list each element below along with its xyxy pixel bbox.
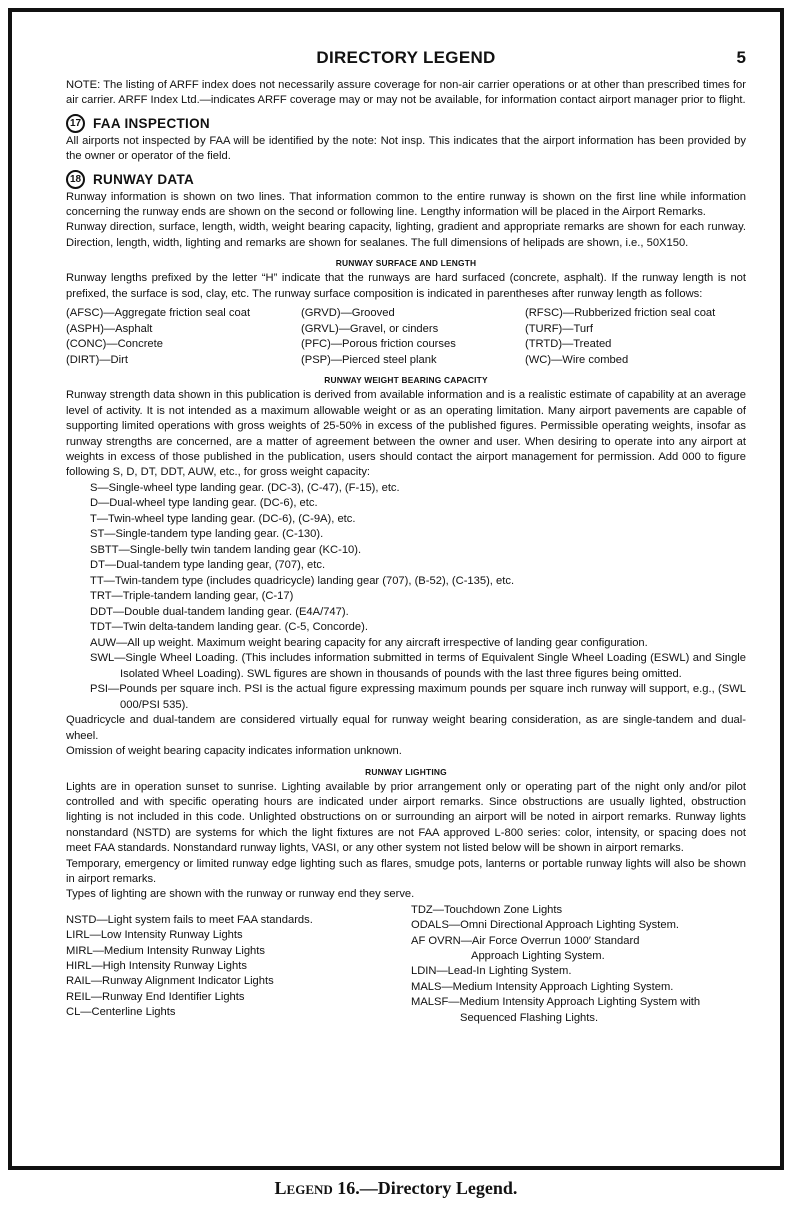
caption-word: Legend (274, 1178, 333, 1198)
surface-column-3 (525, 306, 746, 368)
figure-caption (0, 1178, 792, 1199)
page-title: DIRECTORY LEGEND (316, 48, 496, 67)
body-text (66, 78, 746, 1026)
section-heading: RUNWAY DATA (93, 171, 195, 187)
lighting-types (66, 903, 746, 1026)
lighting-type: MIRL—Medium Intensity Runway Lights (66, 944, 265, 957)
surface-text: Runway lengths prefixed by the letter “H” indicate that the runways are hard surfaced (concrete, asphalt). If the runway length is not prefixed, the surface is sod, clay, etc. The runway surface composition is indicated in parentheses after runway length as follows: (66, 272, 746, 300)
lighting-type-continued: Approach Lighting System. (471, 950, 605, 963)
lighting-para-3: Types of lighting are shown with the runway or runway end they serve. (66, 888, 415, 901)
surface-column-1 (66, 306, 301, 368)
surface-code: (RFSC)—Rubberized friction seal coat (525, 307, 716, 320)
section-heading: FAA INSPECTION (93, 115, 210, 131)
number-17-circle-icon: 17 (66, 114, 85, 133)
surface-code: (GRVD)—Grooved (301, 307, 395, 320)
surface-code: (GRVL)—Gravel, or cinders (301, 322, 439, 335)
surface-code: (DIRT)—Dirt (66, 353, 128, 366)
surface-code: (CONC)—Concrete (66, 338, 163, 351)
gear-item: ST—Single-tandem type landing gear. (C-130). (90, 528, 324, 541)
surface-code: (TRTD)—Treated (525, 338, 612, 351)
gear-item: D—Dual-wheel type landing gear. (DC-6), etc. (90, 497, 318, 510)
surface-code: (ASPH)—Asphalt (66, 322, 153, 335)
page-frame (8, 8, 784, 1170)
gear-item: S—Single-wheel type landing gear. (DC-3), (C-47), (F-15), etc. (90, 481, 400, 494)
lighting-type: NSTD—Light system fails to meet FAA standards. (66, 913, 313, 926)
surface-code: (PSP)—Pierced steel plank (301, 353, 437, 366)
surface-code: (TURF)—Turf (525, 322, 593, 335)
faa-inspection-heading (66, 113, 746, 134)
omission-note: Omission of weight bearing capacity indicates information unknown. (66, 745, 402, 758)
gear-list (66, 481, 746, 714)
lighting-type: RAIL—Runway Alignment Indicator Lights (66, 975, 274, 988)
lighting-type-continued: Sequenced Flashing Lights. (460, 1011, 599, 1024)
swl-item: SWL—Single Wheel Loading. (This includes information submitted in terms of Equivalent Single Wheel Loading (ESWL) and Single Isolated Wheel Loading). SWL figures are shown in thousands of pounds with the last three figures being omitted. (90, 652, 746, 680)
arff-note: NOTE: The listing of ARFF index does not necessarily assure coverage for non-air carrier operations or at other than prescribed times for air carrier. ARFF Index Ltd.—indicates ARFF coverage may or may not be available, for information contact airport manager prior to flight. (66, 79, 746, 107)
weight-text: Runway strength data shown in this publication is derived from available information and is a realistic estimate of capability at an average level of activity. It is not intended as a maximum allowable weight or as an operating limitation. Many airport pavements are capable of supporting limited operations with gross weights of 25-50% in excess of the published figures. Permissible operating weights, insofar as runway strengths are concerned, are a matter of agreement between the owner and user. When desiring to operate into any airport at weights in excess of those published in the publication, users should contact the airport management for permission. Add 000 to figure following S, D, DT, DDT, AUW, etc., for gross weight capacity: (66, 389, 746, 479)
lighting-type: CL—Centerline Lights (66, 1006, 176, 1019)
psi-item: PSI—Pounds per square inch. PSI is the actual figure expressing maximum pounds per square inch runway will support, e.g., (SWL 000/PSI 535). (90, 683, 746, 711)
lighting-type: REIL—Runway End Identifier Lights (66, 990, 245, 1003)
lighting-para-1: Lights are in operation sunset to sunrise. Lighting available by prior arrangement only or operating part of the night only and/or pilot controlled and with specific operating hours are indicated under airport remarks. Since obstructions are usually lighted, obstruction lighting is not included in this code. Unlighted obstructions on or surrounding an airport will be noted in airport remarks. Runway lights nonstandard (NSTD) are systems for which the light fixtures are not FAA approved L-800 series: color, intensity, or spacing does not meet FAA standards. Nonstandard runway lights, VASI, or any other system not listed below will be shown in airport remarks. (66, 780, 746, 855)
lighting-type: LIRL—Low Intensity Runway Lights (66, 929, 243, 942)
runway-data-para-2: Runway direction, surface, length, width, weight bearing capacity, lighting, gradient and appropriate remarks are shown for each runway. Direction, length, width, lighting and remarks are shown for sealanes. The full dimensions of helipads are shown, i.e., 50X150. (66, 221, 746, 249)
lighting-type: MALSF—Medium Intensity Approach Lighting System with (411, 996, 701, 1009)
runway-data-para-1: Runway information is shown on two lines. That information common to the entire runway is shown on the first line while information concerning the runway ends are shown on the second or following line. Lengthy information will be placed in the Airport Remarks. (66, 190, 746, 219)
caption-rest: 16.—Directory Legend. (332, 1178, 518, 1198)
surface-codes (66, 306, 746, 368)
surface-code: (PFC)—Porous friction courses (301, 338, 456, 351)
gear-item: TDT—Twin delta-tandem landing gear. (C-5, Concorde). (90, 621, 368, 634)
surface-code: (WC)—Wire combed (525, 353, 629, 366)
lighting-type: LDIN—Lead-In Lighting System. (411, 965, 572, 978)
lighting-type: HIRL—High Intensity Runway Lights (66, 960, 247, 973)
quadricycle-note: Quadricycle and dual-tandem are considered virtually equal for runway weight bearing consideration, as are single-tandem and dual-wheel. (66, 714, 746, 742)
lighting-type: TDZ—Touchdown Zone Lights (411, 903, 563, 916)
runway-data-heading (66, 169, 746, 190)
surface-heading: RUNWAY SURFACE AND LENGTH (335, 258, 477, 269)
lighting-type: MALS—Medium Intensity Approach Lighting System. (411, 980, 674, 993)
surface-column-2 (301, 306, 525, 368)
gear-item: AUW—All up weight. Maximum weight bearing capacity for any aircraft irrespective of landing gear configuration. (90, 636, 648, 649)
number-18-circle-icon: 18 (66, 170, 85, 189)
page-number: 5 (736, 48, 746, 67)
gear-item: T—Twin-wheel type landing gear. (DC-6), (C-9A), etc. (90, 512, 356, 525)
faa-inspection-text: All airports not inspected by FAA will be identified by the note: Not insp. This indicates that the airport information has been provided by the owner or operator of the field. (66, 134, 746, 163)
lighting-column-left (66, 903, 411, 1026)
lighting-type: ODALS—Omni Directional Approach Lighting System. (411, 919, 679, 932)
lighting-column-right (411, 903, 746, 1026)
gear-item: DT—Dual-tandem type landing gear, (707), etc. (90, 559, 326, 572)
gear-item: TRT—Triple-tandem landing gear, (C-17) (90, 590, 294, 603)
gear-item: DDT—Double dual-tandem landing gear. (E4A/747). (90, 605, 349, 618)
surface-code: (AFSC)—Aggregate friction seal coat (66, 307, 251, 320)
gear-item: TT—Twin-tandem type (includes quadricycle) landing gear (707), (B-52), (C-135), etc. (90, 574, 515, 587)
lighting-type: AF OVRN—Air Force Overrun 1000′ Standard (411, 934, 640, 947)
gear-item: SBTT—Single-belly twin tandem landing gear (KC-10). (90, 543, 362, 556)
lighting-para-2: Temporary, emergency or limited runway edge lighting such as flares, smudge pots, lanterns or portable runway lights will also be shown in airport remarks. (66, 857, 746, 886)
lighting-heading: RUNWAY LIGHTING (365, 766, 447, 777)
weight-heading: RUNWAY WEIGHT BEARING CAPACITY (324, 375, 488, 386)
